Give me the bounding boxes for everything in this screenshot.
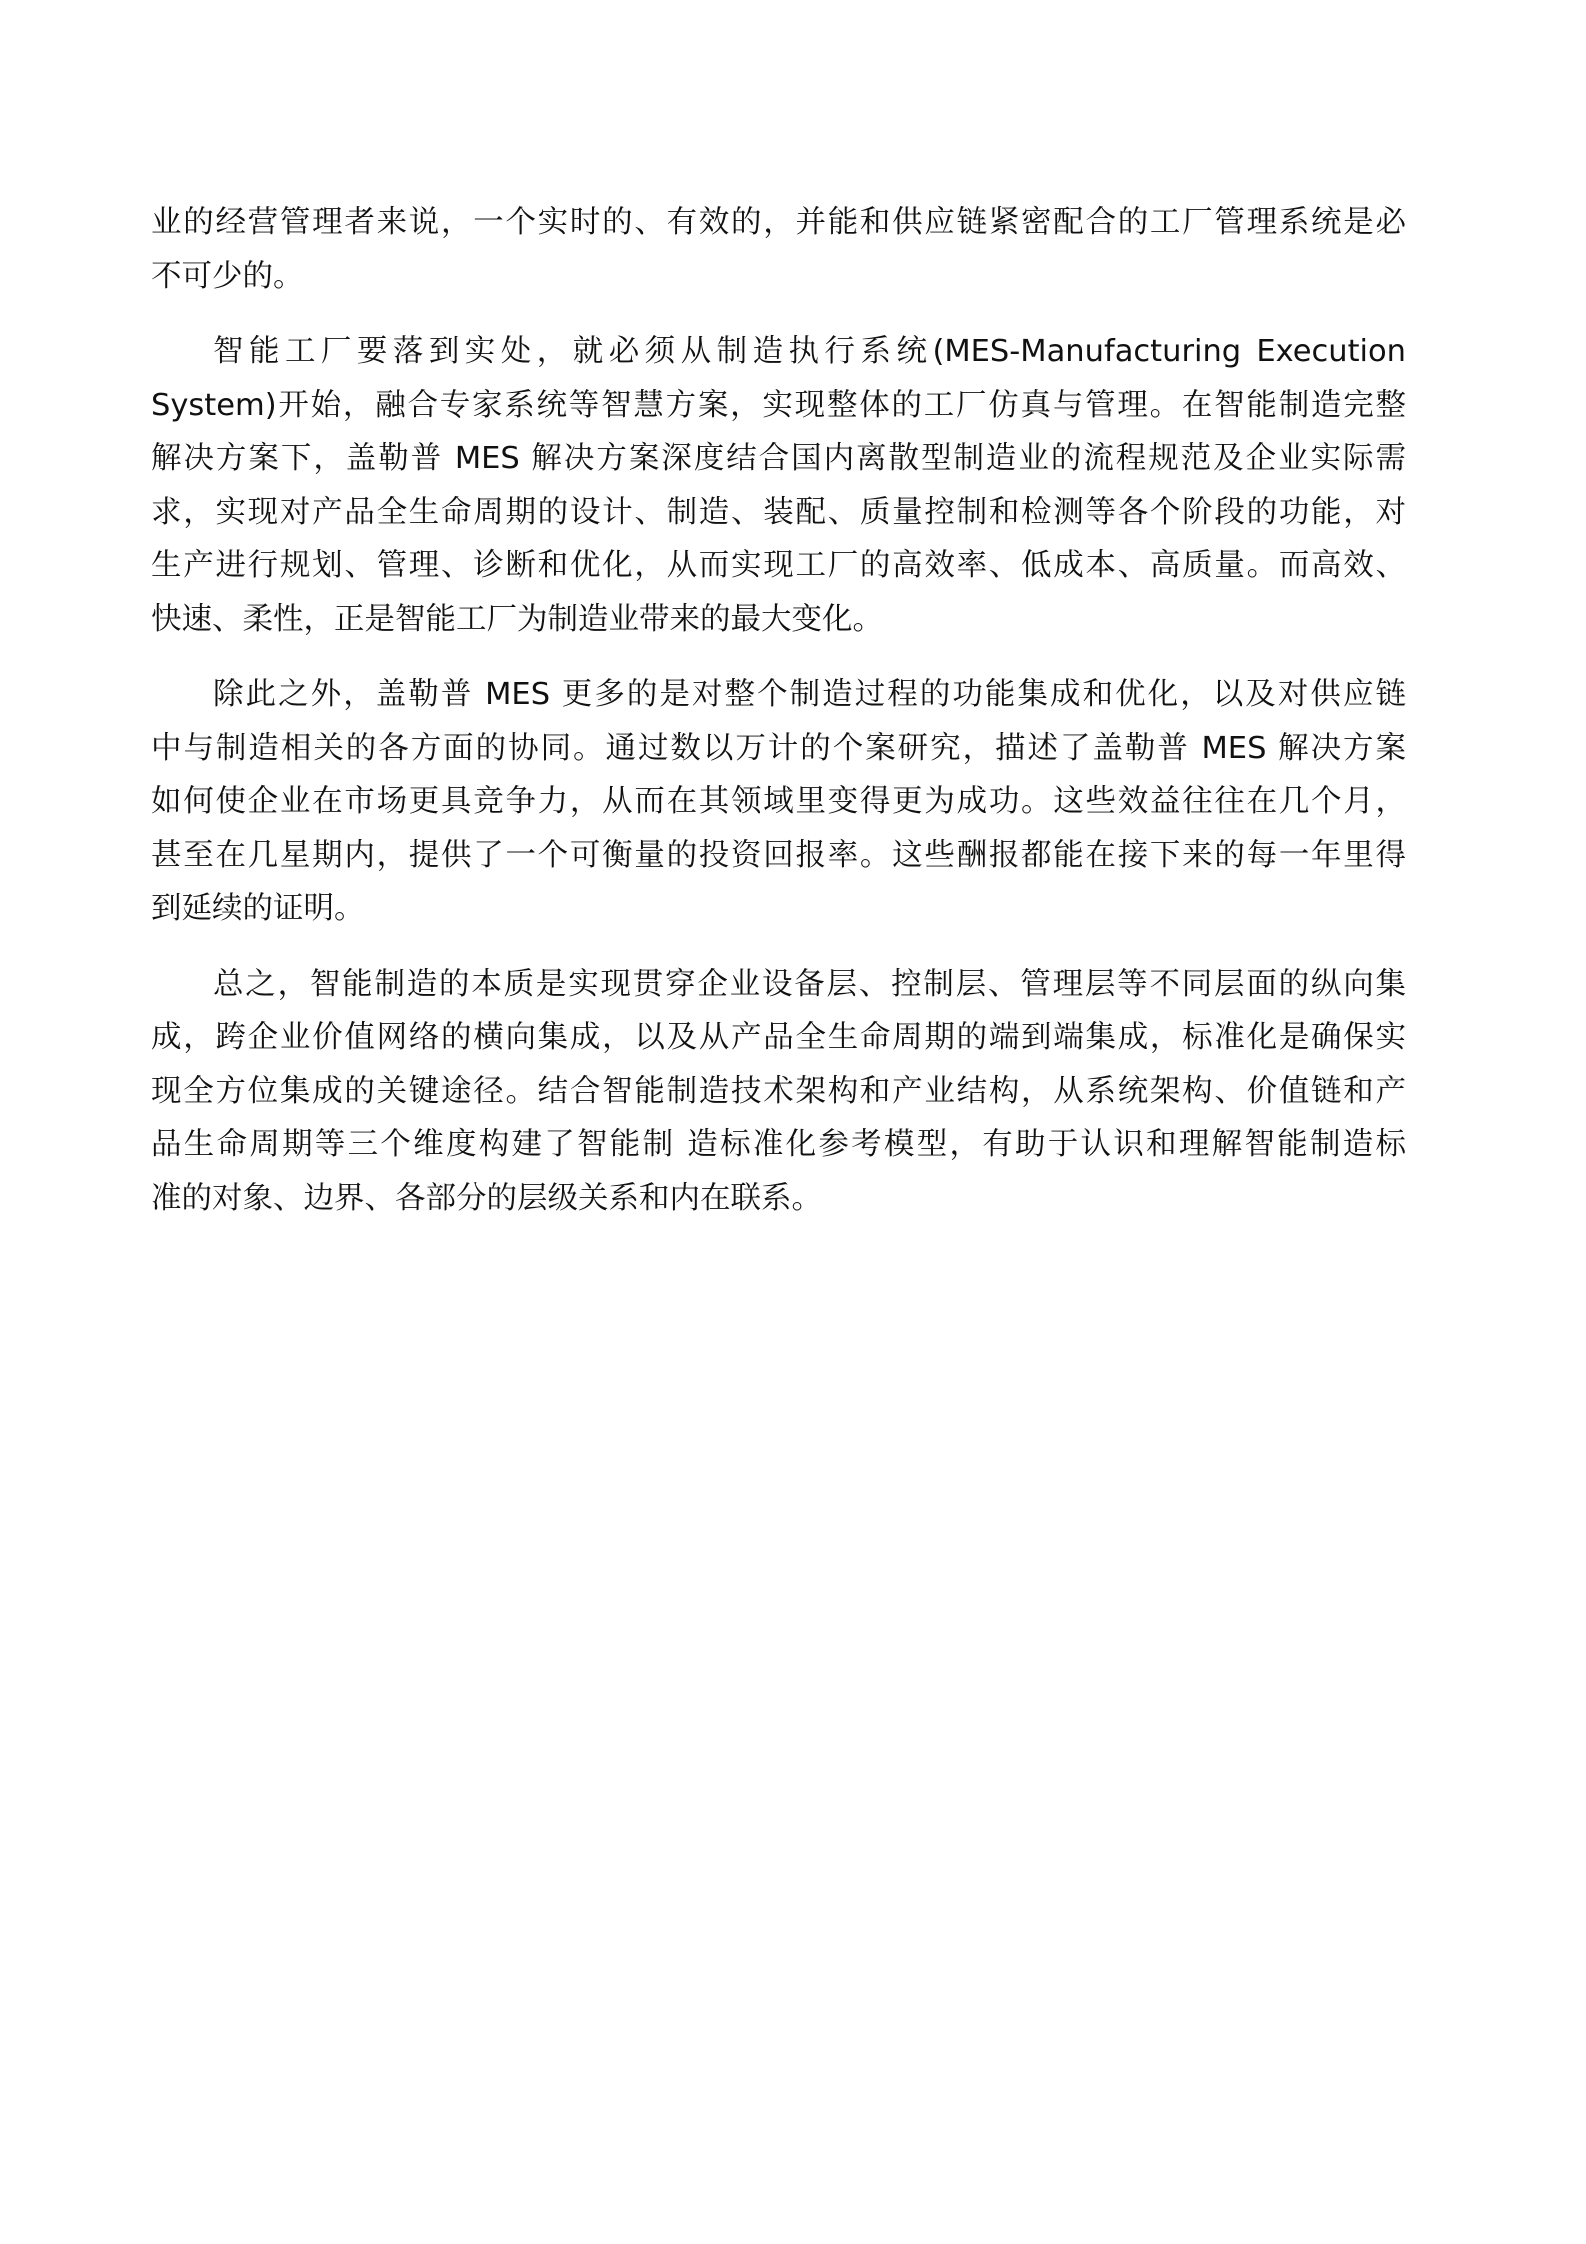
text-line: 智能工厂要落到实处，就必须从制造执行系统(MES-Manufacturing Execution (213, 334, 1406, 369)
paragraph (151, 958, 1406, 1226)
paragraph (151, 196, 1406, 303)
text-line: 准的对象、边界、各部分的层级关系和内在联系。 (151, 1180, 822, 1216)
paragraph (151, 325, 1406, 646)
text-line: 中与制造相关的各方面的协同。通过数以万计的个案研究，描述了盖勒普 MES 解决方案 (151, 730, 1406, 766)
text-line: 现全方位集成的关键途径。结合智能制造技术架构和产业结构，从系统架构、价值链和产 (151, 1073, 1406, 1109)
text-line: 如何使企业在市场更具竞争力，从而在其领域里变得更为成功。这些效益往往在几个月， (151, 784, 1406, 819)
text-line: 生产进行规划、管理、诊断和优化，从而实现工厂的高效率、低成本、高质量。而高效、 (151, 548, 1406, 583)
paragraph (151, 668, 1406, 936)
text-line: 解决方案下，盖勒普 MES 解决方案深度结合国内离散型制造业的流程规范及企业实际需 (151, 441, 1406, 476)
text-line: 求，实现对产品全生命周期的设计、制造、装配、质量控制和检测等各个阶段的功能，对 (151, 494, 1406, 530)
text-line: 总之，智能制造的本质是实现贯穿企业设备层、控制层、管理层等不同层面的纵向集 (213, 966, 1406, 1002)
text-line: 业的经营管理者来说，一个实时的、有效的，并能和供应链紧密配合的工厂管理系统是必 (151, 205, 1406, 240)
document-body (151, 196, 1406, 1247)
text-line: 到延续的证明。 (151, 891, 365, 926)
text-line: 甚至在几星期内，提供了一个可衡量的投资回报率。这些酬报都能在接下来的每一年里得 (151, 837, 1406, 873)
text-line: 成，跨企业价值网络的横向集成，以及从产品全生命周期的端到端集成，标准化是确保实 (151, 1020, 1406, 1055)
text-line: 快速、柔性，正是智能工厂为制造业带来的最大变化。 (151, 601, 883, 637)
text-line: 不可少的。 (151, 258, 304, 294)
text-line: System)开始，融合专家系统等智慧方案，实现整体的工厂仿真与管理。在智能制造完整 (151, 387, 1406, 423)
text-line: 品生命周期等三个维度构建了智能制 造标准化参考模型，有助于认识和理解智能制造标 (151, 1127, 1406, 1162)
text-line: 除此之外，盖勒普 MES 更多的是对整个制造过程的功能集成和优化，以及对供应链 (213, 677, 1406, 712)
